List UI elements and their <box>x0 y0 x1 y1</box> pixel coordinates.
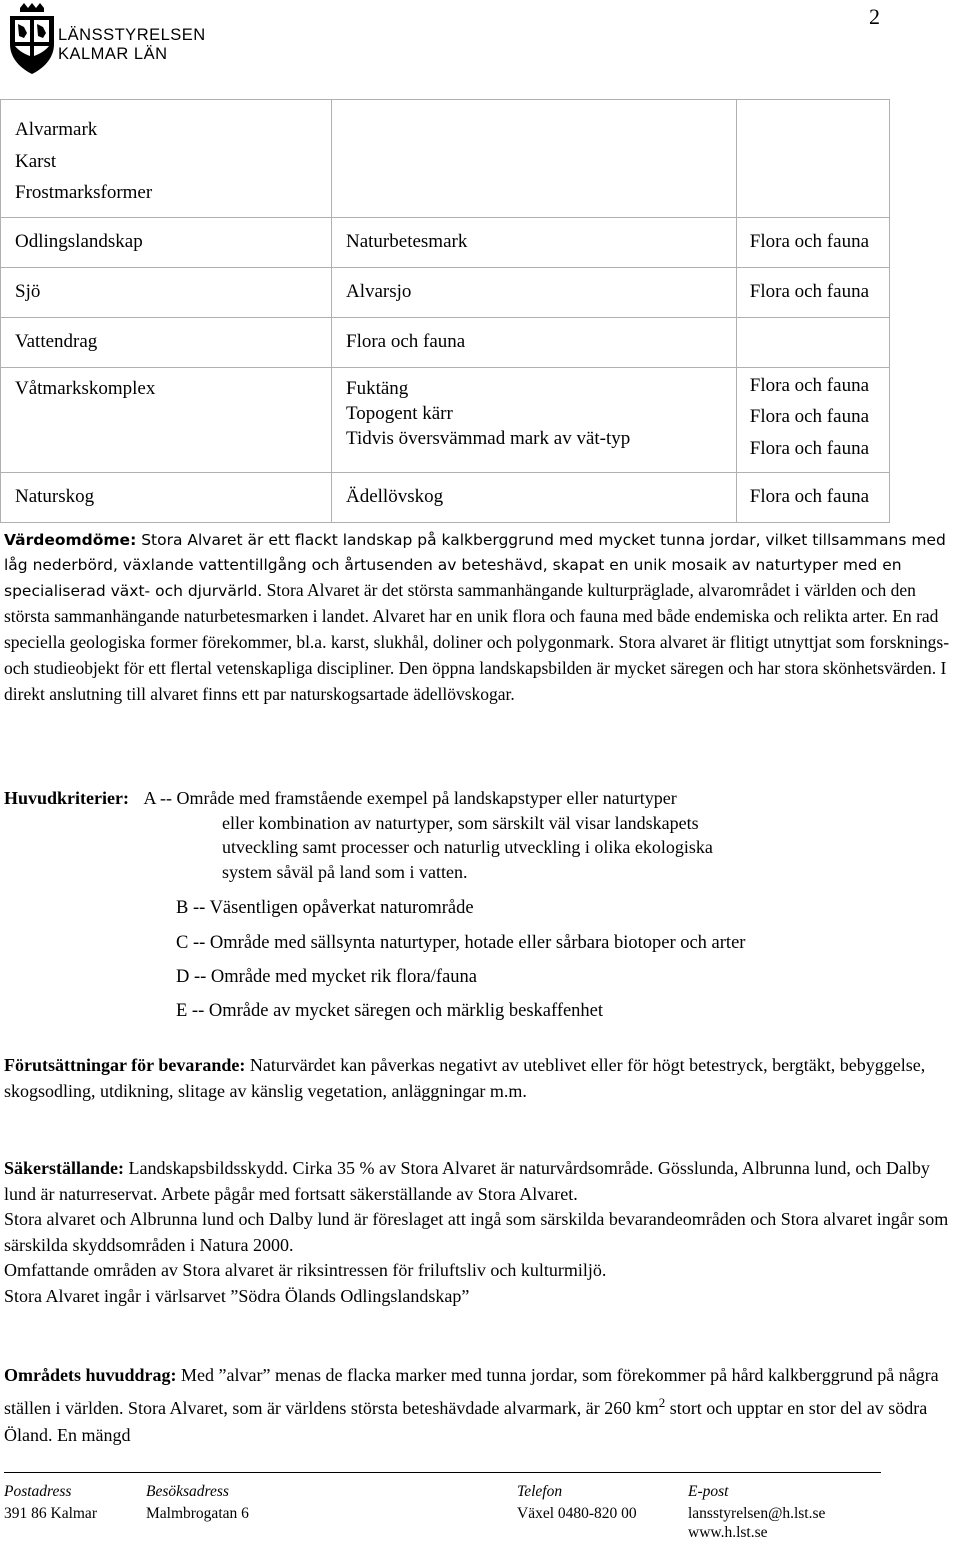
org-name-line2: KALMAR LÄN <box>58 45 168 63</box>
huvudkriterier-label: Huvudkriterier: <box>4 788 129 808</box>
criterion-d: D -- Område med mycket rik flora/fauna <box>176 967 478 987</box>
cell-text: Alvarmark <box>15 119 98 140</box>
table-row <box>1 367 890 473</box>
coat-of-arms-icon <box>6 2 58 76</box>
forutsattningar-label: Förutsättningar för bevarande: <box>4 1055 246 1075</box>
criterion-b: B -- Väsentligen opåverkat naturområde <box>176 898 474 918</box>
table-row <box>1 217 890 267</box>
vardeomdome-section <box>4 528 954 708</box>
table-cell: Naturbetesmark <box>332 217 737 267</box>
sakerstallande-para2: Stora alvaret och Albrunna lund och Dalby lund är föreslaget att ingå som särskilda bevarandeområden och Stora alvaret ingår som särskilda skyddsområden i Natura 2000. <box>4 1209 949 1255</box>
criterion-a-head: A -- Område med framstående exempel på landskapstyper eller naturtyper <box>143 788 677 808</box>
cell-text: Topogent kärr <box>346 402 453 424</box>
footer-label-telefon: Telefon <box>517 1483 563 1500</box>
table-cell <box>332 367 737 473</box>
omradets-label: Områdets huvuddrag: <box>4 1365 177 1385</box>
table-cell <box>332 100 737 218</box>
huvudkriterier-section <box>4 786 954 1026</box>
org-name-line1: LÄNSSTYRELSEN <box>58 26 206 44</box>
criterion-a-line: system såväl på land som i vatten. <box>222 861 468 882</box>
table-row <box>1 267 890 317</box>
page-number: 2 <box>869 4 880 29</box>
footer-postadress: 391 86 Kalmar <box>4 1505 97 1522</box>
cell-text: Fuktäng <box>346 377 409 399</box>
vardeomdome-label: Värdeomdöme: <box>4 531 137 549</box>
omradets-text1: Med ”alvar” menas de flacka marker med tunna jordar, som förekommer på hård kalkberggrund på några ställen i världen. Stora Alvaret, som är världens största beteshävdade alvarmark, är 260 km <box>4 1365 939 1418</box>
cell-text: Karst <box>15 150 57 172</box>
omradets-huvuddrag-section <box>4 1362 954 1449</box>
criterion-a-line: eller kombination av naturtyper, som särskilt väl visar landskapets <box>222 813 699 833</box>
table-cell <box>737 367 890 473</box>
sakerstallande-para4: Stora Alvaret ingår i värlsarvet ”Södra Ölands Odlingslandskap” <box>4 1285 470 1306</box>
superscript: 2 <box>658 1395 666 1410</box>
sakerstallande-text: Landskapsbildsskydd. Cirka 35 % av Stora Alvaret är naturvårdsområde. Gösslunda, Albrunna lund, och Dalby lund är naturreservat. Arbete pågår med fortsatt säkerställande av Stora Alvaret. <box>4 1158 930 1204</box>
forutsattningar-text: Naturvärdet kan påverkas negativt av uteblivet eller för högt betestryck, bergtäkt, bebyggelse, skogsodling, utdikning, slitage av känslig vegetation, anläggningar m.m. <box>4 1055 926 1101</box>
table-cell: Vattendrag <box>1 317 332 367</box>
omradets-text2: stort och upptar en stor del av södra Öland. En mängd <box>4 1398 928 1445</box>
footer-rule <box>4 1472 881 1473</box>
table-cell: Flora och fauna <box>737 267 890 317</box>
table-cell: Sjö <box>1 267 332 317</box>
cell-text: Flora och fauna <box>749 374 869 396</box>
footer-web-link[interactable]: www.h.lst.se <box>688 1524 768 1541</box>
criterion-e: E -- Område av mycket säregen och märklig beskaffenhet <box>176 1001 604 1021</box>
footer-label-epost: E-post <box>688 1483 729 1500</box>
cell-text: Flora och fauna <box>749 437 869 459</box>
cell-text: Frostmarksformer <box>15 182 153 203</box>
table-cell: Flora och fauna <box>737 217 890 267</box>
sakerstallande-para3: Omfattande områden av Stora alvaret är riksintressen för friluftsliv och kulturmiljö. <box>4 1260 607 1280</box>
criterion-c: C -- Område med sällsynta naturtyper, hotade eller sårbara biotoper och arter <box>176 933 746 953</box>
table-cell <box>737 317 890 367</box>
table-cell: Ädellövskog <box>332 473 737 523</box>
huvudkriterier-head <box>4 786 677 810</box>
criterion-a-line: utveckling samt processer och naturlig utveckling i olika ekologiska <box>222 837 713 858</box>
table-cell <box>737 100 890 218</box>
footer-besoksadress: Malmbrogatan 6 <box>146 1505 249 1522</box>
footer-label-postadress: Postadress <box>4 1483 72 1500</box>
sakerstallande-para1 <box>4 1156 954 1207</box>
table-cell: Naturskog <box>1 473 332 523</box>
table-row <box>1 100 890 218</box>
table-row <box>1 473 890 523</box>
table-cell: Alvarsjo <box>332 267 737 317</box>
sakerstallande-section <box>4 1156 954 1309</box>
footer-telefon: Växel 0480-820 00 <box>517 1505 637 1522</box>
sakerstallande-label: Säkerställande: <box>4 1158 125 1178</box>
table-cell: Odlingslandskap <box>1 217 332 267</box>
table-cell: Våtmarkskomplex <box>1 367 332 473</box>
landscape-table <box>0 99 890 523</box>
criterion-a-continuation <box>222 811 922 884</box>
cell-text: Flora och fauna <box>749 406 869 427</box>
vardeomdome-text: Stora Alvaret är ett flackt landskap på kalkberggrund med mycket tunna jordar, vilket tillsammans med låg nederbörd, växlande vattentillgång och årtusenden av beteshävd, skapat en unik mosaik av naturtyper med en specialiserad växt- och djurvärld. <box>4 531 946 600</box>
cell-text: Tidvis översvämmad mark av vät-typ <box>346 427 631 449</box>
table-cell <box>1 100 332 218</box>
vardeomdome-text2: Stora Alvaret är det största sammanhängande kulturpräglade, alvarområdet i världen och den största sammanhängande naturbetesmarken i landet. Alvaret har en unik flora och fauna med både endemiska och relikta arter. En rad speciella geologiska former förekommer, bl.a. karst, slukhål, doliner och polygonmark. Stora alvaret är flitigt utnyttjat som forsknings- och studieobjekt för ett flertal vetenskapliga discipliner. Den öppna landskapsbilden är mycket säregen och har stora skönhetsvärden. I direkt anslutning till alvaret finns ett par naturskogsartade ädellövskogar. <box>4 580 950 704</box>
footer-label-besoksadress: Besöksadress <box>146 1483 229 1500</box>
forutsattningar-section <box>4 1053 954 1104</box>
table-row <box>1 317 890 367</box>
table-cell: Flora och fauna <box>332 317 737 367</box>
table-cell: Flora och fauna <box>737 473 890 523</box>
footer-email-link[interactable]: lansstyrelsen@h.lst.se <box>688 1505 826 1522</box>
org-name <box>58 26 206 64</box>
